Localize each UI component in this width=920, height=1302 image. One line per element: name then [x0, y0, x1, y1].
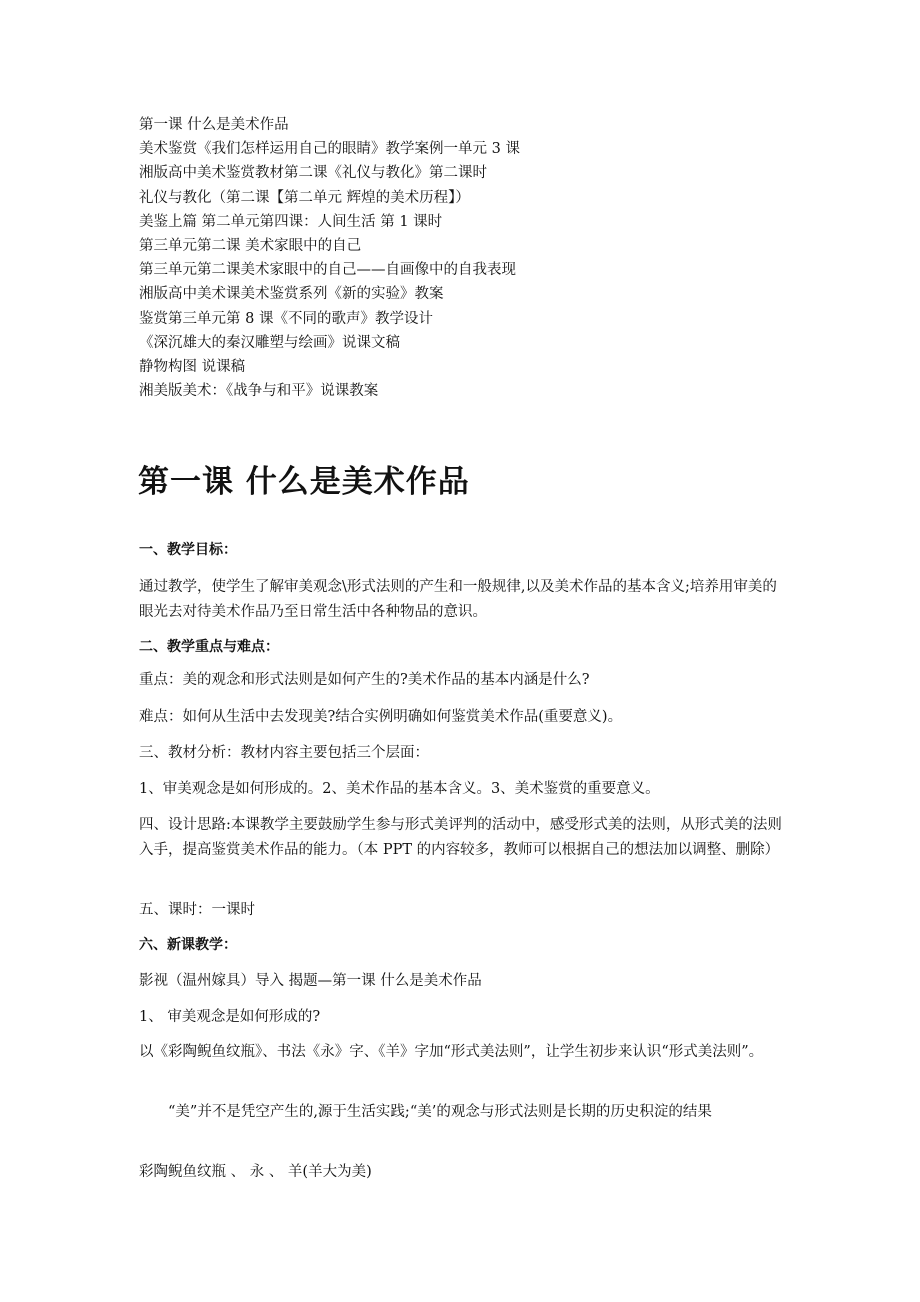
- intro: 影视（温州嫁具）导入 揭题—第一课 什么是美术作品: [139, 973, 482, 989]
- toc-item[interactable]: 美鉴上篇 第二单元第四课：人间生活 第 1 课时: [139, 213, 443, 230]
- analysis: 三、教材分析：教材内容主要包括三个层面：: [139, 745, 429, 761]
- page-title: 第一课 什么是美术作品: [138, 464, 470, 500]
- hours: 五、课时：一课时: [139, 902, 255, 918]
- origin-text: “美”并不是凭空产生的,源于生活实践;“美’的观念与形式法则是长期的历史积淀的结果: [168, 1104, 712, 1120]
- design-text: 四、设计思路:本课教学主要鼓励学生参与形式美评判的活动中，感受形式美的法则，从形式美的法则入手，提高鉴赏美术作品的能力。（本 PPT 的内容较多，教师可以根据自己的想法加以调整、删除）: [139, 817, 782, 858]
- items-line: 彩陶鲵鱼纹瓶 、 永 、 羊(羊大为美): [139, 1164, 372, 1180]
- toc-item[interactable]: 湘版高中美术鉴赏教材第二课《礼仪与教化》第二课时: [139, 165, 487, 182]
- toc-item[interactable]: 礼仪与教化（第二课【第二单元 辉煌的美术历程】）: [139, 189, 470, 206]
- toc-item[interactable]: 《深沉雄大的秦汉雕塑与绘画》说课文稿: [139, 334, 400, 351]
- toc-item[interactable]: 第三单元第二课美术家眼中的自己——自画像中的自我表现: [139, 262, 516, 279]
- toc-item[interactable]: 湘美版美术：《战争与和平》说课教案: [139, 383, 379, 400]
- examples-text: 以《彩陶鲵鱼纹瓶》、书法《永》字、《羊》字加“形式美法则”，让学生初步来认识“形式美法则”。: [139, 1044, 764, 1060]
- goal-heading: 一、教学目标：: [139, 542, 237, 558]
- goal-text: 通过教学，使学生了解审美观念\形式法则的产生和一般规律,以及美术作品的基本含义;培养用审美的眼光去对待美术作品乃至日常生活中各种物品的意识。: [139, 579, 777, 620]
- toc-item[interactable]: 第三单元第二课 美术家眼中的自己: [139, 238, 362, 255]
- toc-item[interactable]: 美术鉴赏《我们怎样运用自己的眼睛》教学案例一单元 3 课: [139, 141, 520, 158]
- difficulty: 难点：如何从生活中去发现美?结合实例明确如何鉴赏美术作品(重要意义)。: [139, 709, 623, 725]
- toc-item[interactable]: 静物构图 说课稿: [139, 359, 246, 376]
- table-of-contents: [139, 113, 799, 403]
- analysis-items: 1、审美观念是如何形成的。2、美术作品的基本含义。3、美术鉴赏的重要意义。: [139, 781, 660, 797]
- question-1: 1、 审美观念是如何形成的?: [139, 1009, 321, 1025]
- toc-item[interactable]: 湘版高中美术课美术鉴赏系列《新的实验》教案: [139, 286, 444, 303]
- toc-item[interactable]: 鉴赏第三单元第 8 课《不同的歌声》教学设计: [139, 310, 433, 327]
- key-heading: 二、教学重点与难点：: [139, 639, 279, 655]
- toc-item[interactable]: 第一课 什么是美术作品: [139, 117, 289, 133]
- new-lesson-heading: 六、新课教学：: [139, 937, 237, 953]
- key-point: 重点：美的观念和形式法则是如何产生的?美术作品的基本内涵是什么?: [139, 672, 590, 688]
